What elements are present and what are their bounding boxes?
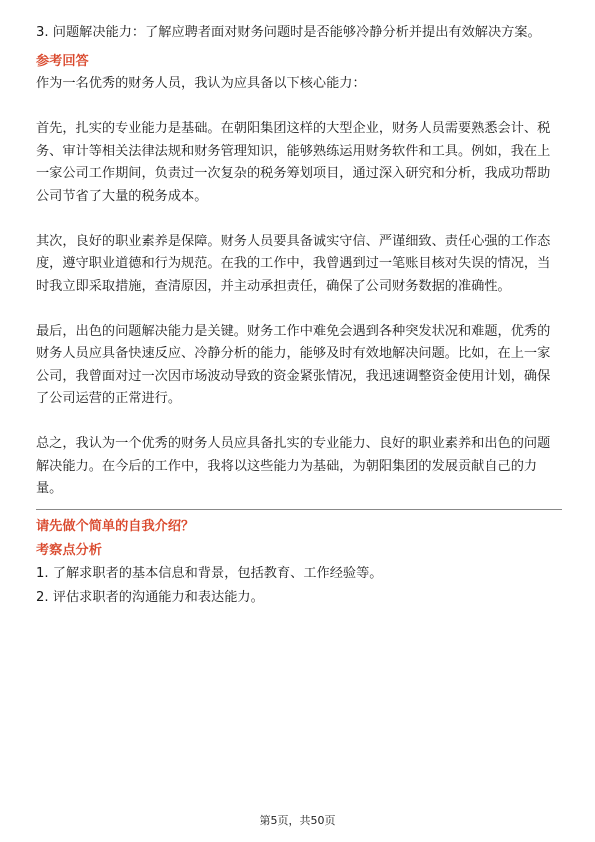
answer-paragraph-1: 首先，扎实的专业能力是基础。在朝阳集团这样的大型企业，财务人员需要熟悉会计、税务、审计等相关法律法规和财务管理知识，能够熟练运用财务软件和工具。例如，我在上一家公司工作期间，负责过一次复杂的税务筹划项目，通过深入研究和分析，我成功帮助公司节省了大量的税务成本。 [36, 121, 551, 204]
answer-paragraph-4: 总之，我认为一个优秀的财务人员应具备扎实的专业能力、良好的职业素养和出色的问题解决能力。在今后的工作中，我将以这些能力为基础，为朝阳集团的发展贡献自己的力量。 [36, 436, 551, 496]
analysis-point-1: 1. 了解求职者的基本信息和背景，包括教育、工作经验等。 [36, 565, 383, 581]
answer-intro: 作为一名优秀的财务人员，我认为应具备以下核心能力： [36, 76, 366, 91]
question-point-3: 3. 问题解决能力：了解应聘者面对财务问题时是否能够冷静分析并提出有效解决方案。 [36, 25, 541, 40]
page-content [36, 22, 562, 610]
section-divider [36, 509, 562, 510]
spacer [36, 298, 562, 321]
answer-paragraph-3: 最后，出色的问题解决能力是关键。财务工作中难免会遇到各种突发状况和难题，优秀的财务人员应具备快速反应、冷静分析的能力，能够及时有效地解决问题。比如，在上一家公司，我曾面对过一次因市场波动导致的资金紧张情况，我迅速调整资金使用计划，确保了公司运营的正常进行。 [36, 323, 551, 406]
spacer [36, 96, 562, 119]
analysis-point-2: 2. 评估求职者的沟通能力和表达能力。 [36, 590, 264, 605]
question-heading: 请先做个简单的自我介绍？ [36, 518, 195, 534]
spacer [36, 208, 562, 231]
answer-paragraph-2: 其次，良好的职业素养是保障。财务人员要具备诚实守信、严谨细致、责任心强的工作态度，遵守职业道德和行为规范。在我的工作中，我曾遇到过一笔账目核对失误的情况，当时我立即采取措施，查清原因，并主动承担责任，确保了公司财务数据的准确性。 [36, 233, 551, 294]
answer-heading: 参考回答 [36, 53, 89, 69]
analysis-heading: 考察点分析 [36, 543, 102, 558]
page-number: 第5页，共50页 [259, 814, 336, 827]
spacer [36, 411, 562, 434]
